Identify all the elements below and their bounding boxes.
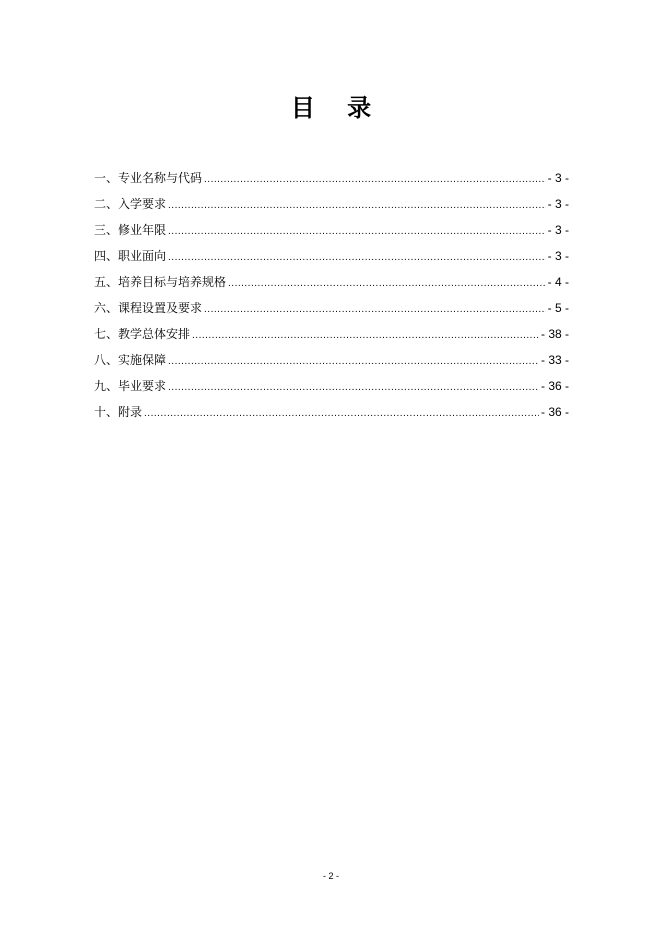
toc-entry-label: 九、毕业要求 — [94, 379, 167, 393]
toc-entry-label: 五、培养目标与培养规格 — [94, 275, 227, 289]
toc-entry-label: 二、入学要求 — [94, 197, 167, 211]
toc-entry-page: - 38 - — [540, 327, 569, 341]
toc-entry-label: 一、专业名称与代码 — [94, 171, 203, 185]
toc-leader-dots — [168, 198, 546, 214]
toc-leader-dots — [204, 302, 546, 318]
toc-entry[interactable] — [94, 378, 569, 404]
title-char-1: 目 — [290, 94, 315, 122]
toc-entry[interactable] — [94, 248, 569, 274]
toc-leader-dots — [168, 250, 546, 266]
toc-entry[interactable] — [94, 326, 569, 352]
toc-entry-page: - 3 - — [547, 223, 569, 237]
toc-entry[interactable] — [94, 352, 569, 378]
title-char-2: 录 — [347, 94, 372, 122]
toc-entry-label: 七、教学总体安排 — [94, 327, 191, 341]
toc-entry-label: 六、课程设置及要求 — [94, 301, 203, 315]
toc-leader-dots — [168, 224, 546, 240]
toc-entry-label: 八、实施保障 — [94, 353, 167, 367]
page-title — [0, 88, 662, 123]
toc-entry[interactable] — [94, 196, 569, 222]
toc-entry[interactable] — [94, 222, 569, 248]
toc-entry-page: - 3 - — [547, 171, 569, 185]
toc-entry-page: - 3 - — [547, 249, 569, 263]
toc-entry-page: - 36 - — [540, 405, 569, 419]
page-number-footer: - 2 - — [322, 871, 339, 881]
toc-entry[interactable] — [94, 404, 569, 430]
toc-leader-dots — [228, 276, 546, 292]
toc-entry-label: 十、附录 — [94, 405, 143, 419]
toc-entry-page: - 33 - — [540, 353, 569, 367]
toc-entry-page: - 3 - — [547, 197, 569, 211]
toc-leader-dots — [168, 380, 539, 396]
table-of-contents — [94, 170, 569, 430]
toc-entry-page: - 5 - — [547, 301, 569, 315]
toc-entry-label: 三、修业年限 — [94, 223, 167, 237]
toc-entry-page: - 36 - — [540, 379, 569, 393]
toc-entry-label: 四、职业面向 — [94, 249, 167, 263]
toc-entry[interactable] — [94, 170, 569, 196]
toc-leader-dots — [168, 354, 539, 370]
toc-leader-dots — [192, 328, 539, 344]
toc-entry-page: - 4 - — [547, 275, 569, 289]
toc-leader-dots — [204, 172, 546, 188]
toc-entry[interactable] — [94, 300, 569, 326]
toc-leader-dots — [144, 406, 539, 422]
toc-entry[interactable] — [94, 274, 569, 300]
